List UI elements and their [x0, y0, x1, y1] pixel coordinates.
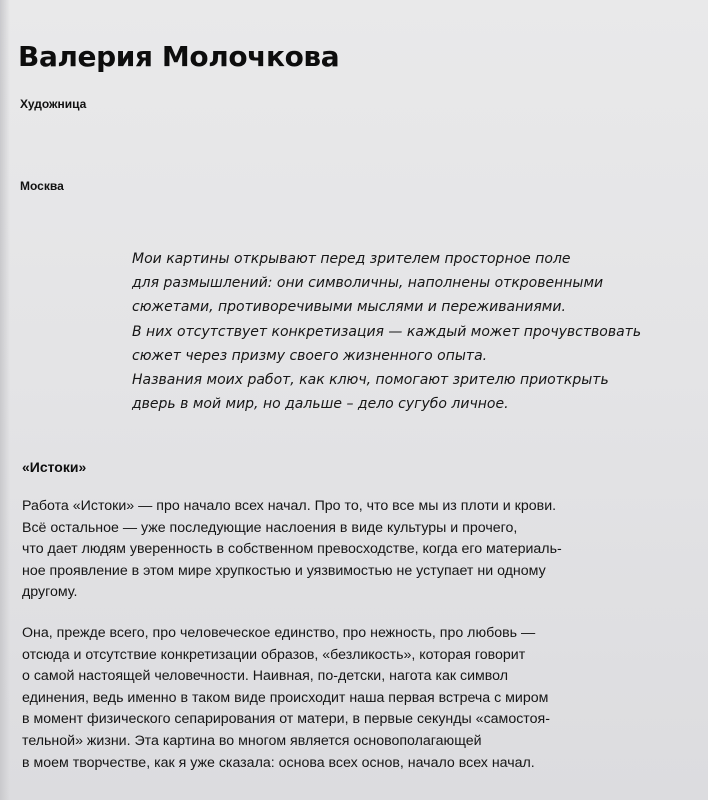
paragraph-line: Всё остальное — уже последующие наслоения в виде культуры и прочего, — [22, 519, 518, 536]
paragraph-line: о самой настоящей человечности. Наивная, по-детски, нагота как символ — [22, 668, 509, 685]
quote-line: для размышлений: они символичны, наполнены откровенными — [132, 275, 604, 292]
paragraph-line: отсюда и отсутствие конкретизации образов, «безликость», которая говорит — [22, 646, 526, 663]
paragraph-line: что дает людям уверенность в собственном превосходстве, когда его материаль- — [22, 541, 562, 558]
artist-role: Художница — [20, 97, 87, 111]
quote-line: Названия моих работ, как ключ, помогают зрителю приоткрыть — [132, 372, 609, 389]
paragraph-line: единения, ведь именно в таком виде происходит наша первая встреча с миром — [22, 689, 549, 706]
paragraph-line: ное проявление в этом мире хрупкостью и уязвимостью не уступает ни одному — [22, 562, 546, 579]
artist-city: Москва — [20, 179, 64, 193]
quote-line: сюжетами, противоречивыми мыслями и переживаниями. — [132, 299, 566, 316]
artwork-description-paragraph-2 — [22, 623, 702, 774]
artwork-title: «Истоки» — [22, 459, 87, 475]
paragraph-line: тельной» жизни. Эта картина во многом является основополагающей — [22, 732, 482, 749]
quote-line: сюжет через призму своего жизненного опыта. — [132, 347, 488, 364]
panel-edge-shadow — [0, 0, 10, 800]
paragraph-line: в момент физического сепарирования от матери, в первые секунды «самостоя- — [22, 711, 550, 728]
paragraph-line: Работа «Истоки» — про начало всех начал. Про то, что все мы из плоти и крови. — [22, 498, 557, 514]
paragraph-line: другому. — [22, 584, 78, 601]
paragraph-line: в моем творчестве, как я уже сказала: основа всех основ, начало всех начал. — [22, 754, 535, 771]
quote-line: Мои картины открывают перед зрителем просторное поле — [132, 251, 571, 267]
quote-line: В них отсутствует конкретизация — каждый может прочувствовать — [132, 323, 642, 340]
artist-name: Валерия Молочкова — [18, 40, 340, 73]
artist-quote — [132, 247, 692, 416]
artwork-description-paragraph-1 — [22, 496, 702, 604]
quote-line: дверь в мой мир, но дальше – дело сугубо личное. — [132, 396, 509, 413]
paragraph-line: Она, прежде всего, про человеческое единство, про нежность, про любовь — — [22, 625, 536, 641]
